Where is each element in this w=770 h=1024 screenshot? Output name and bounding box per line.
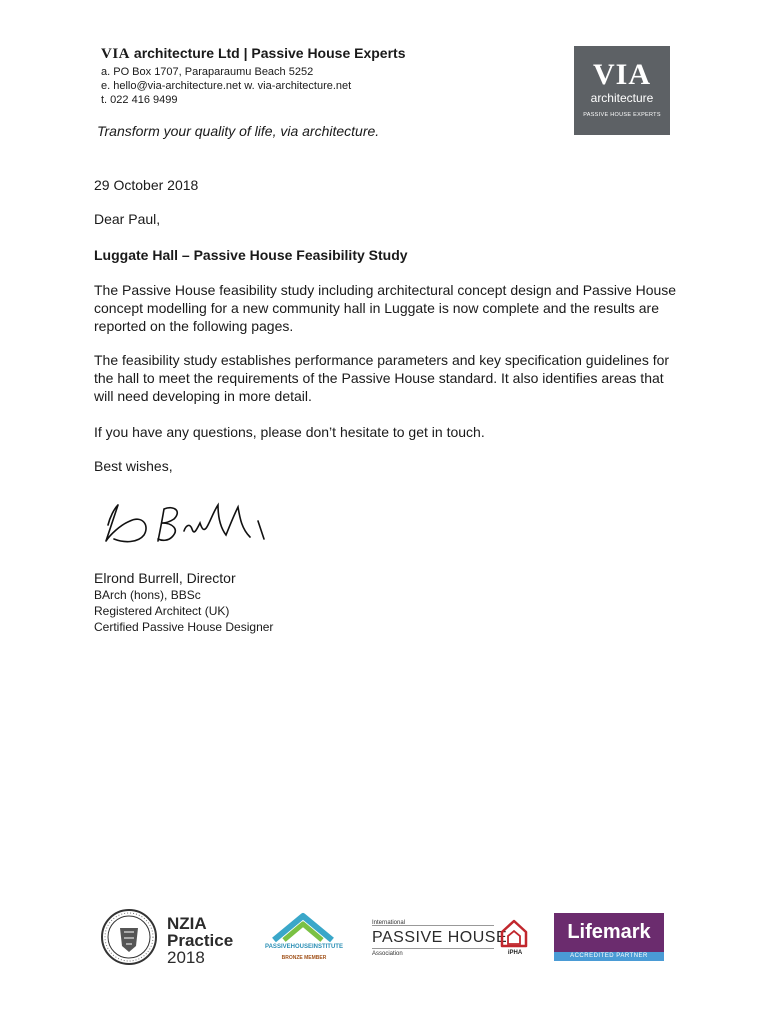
via-logo: [574, 46, 670, 135]
letter-date: 29 October 2018: [94, 177, 199, 193]
paragraph-2: The feasibility study establishes performance parameters and key specification guidelines for the hall to meet the requirements of the Passive House standard. It also identifies areas that will need developing in more detail.: [94, 352, 670, 404]
phone-line: t. 022 416 9499: [101, 94, 178, 106]
nzia-line1: NZIA: [167, 914, 207, 933]
company-heading: [101, 45, 405, 63]
closing: Best wishes,: [94, 458, 173, 474]
handwritten-signature: [100, 495, 280, 550]
nzia-logo: [167, 915, 233, 966]
lifemark-badge: ACCREDITED PARTNER: [554, 952, 664, 961]
subject-line: Luggate Hall – Passive House Feasibility Study: [94, 247, 408, 263]
ipha-top: International: [372, 920, 406, 926]
nzia-year: 2018: [167, 948, 205, 967]
via-logo-sub: architecture: [590, 91, 654, 105]
tagline: Transform your quality of life, via architecture.: [97, 123, 380, 139]
nzia-seal-icon: [100, 908, 158, 966]
ipha-main: PASSIVE HOUSE: [372, 929, 508, 946]
phi-name: PASSIVEHOUSEINSTITUTE: [265, 944, 343, 950]
nzia-line2: Practice: [167, 931, 234, 950]
signatory-degrees: BArch (hons), BBSc: [94, 588, 201, 602]
via-logo-strap: PASSIVE HOUSE EXPERTS: [583, 112, 661, 118]
phi-member: BRONZE MEMBER: [281, 955, 327, 961]
paragraph-3: If you have any questions, please don’t hesitate to get in touch.: [94, 424, 485, 440]
lifemark-logo: [554, 913, 664, 961]
ipha-bottom: Association: [372, 951, 403, 957]
paragraph-1: The Passive House feasibility study including architectural concept design and Passive House concept modelling for a new community hall in Luggate is now complete and the results are reported on the following pages.: [94, 282, 677, 334]
salutation: Dear Paul,: [94, 211, 161, 227]
phi-house-icon: [270, 910, 336, 944]
signatory-certification: Certified Passive House Designer: [94, 620, 274, 634]
brand-company: architecture Ltd | Passive House Experts: [133, 45, 406, 61]
brand-via: VIA: [101, 46, 131, 62]
ipha-rule-top: [372, 925, 494, 926]
ipha-rule-bottom: [372, 948, 494, 949]
signature-block: [94, 569, 273, 635]
contact-line: e. hello@via-architecture.net w. via-architecture.net: [101, 80, 352, 92]
signatory-registration: Registered Architect (UK): [94, 604, 230, 618]
address-line: a. PO Box 1707, Paraparaumu Beach 5252: [101, 66, 314, 78]
ipha-house-icon: [500, 918, 528, 948]
via-logo-main: VIA: [592, 58, 651, 91]
lifemark-name: Lifemark: [567, 921, 651, 943]
ipha-abbr: iPHA: [507, 950, 523, 956]
signatory-name: Elrond Burrell, Director: [94, 570, 236, 586]
